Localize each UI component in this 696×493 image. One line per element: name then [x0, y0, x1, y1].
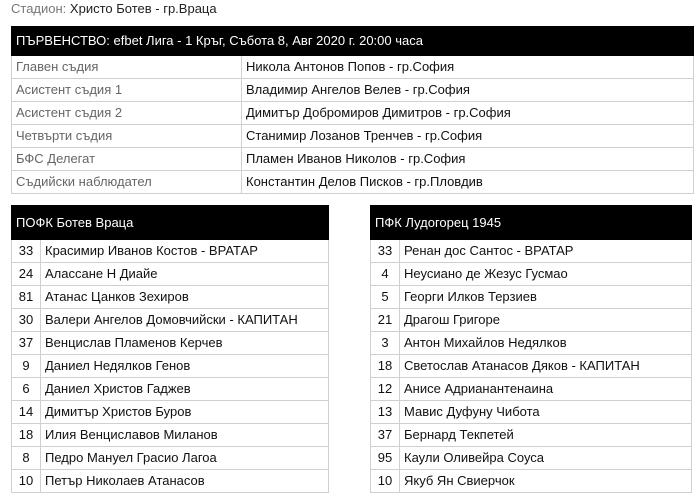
- stadium-label: Стадион:: [11, 1, 67, 16]
- player-number: 18: [12, 424, 41, 447]
- player-number: 24: [12, 263, 41, 286]
- away-team-header: [371, 206, 692, 240]
- player-row: [12, 355, 329, 378]
- player-name: Антон Михайлов Недялков: [400, 332, 692, 355]
- player-name: Бернард Текпетей: [400, 424, 692, 447]
- player-number: 3: [371, 332, 400, 355]
- player-name: Неусиано де Жезус Гусмао: [400, 263, 692, 286]
- championship-cell: [12, 27, 694, 56]
- championship-label: ПЪРВЕНСТВО:: [16, 33, 110, 48]
- home-team-table: [11, 205, 329, 493]
- player-name: Ренан дос Сантос - ВРАТАР: [400, 240, 692, 263]
- player-name: Якуб Ян Свиерчок: [400, 470, 692, 493]
- player-name: Красимир Иванов Костов - ВРАТАР: [41, 240, 329, 263]
- player-name: Димитър Христов Буров: [41, 401, 329, 424]
- player-name: Даниел Недялков Генов: [41, 355, 329, 378]
- player-row: [371, 263, 692, 286]
- player-row: [371, 401, 692, 424]
- player-number: 12: [371, 378, 400, 401]
- championship-header: [12, 27, 694, 56]
- player-row: [371, 332, 692, 355]
- player-name: Петър Николаев Атанасов: [41, 470, 329, 493]
- player-name: Анисе Адрианантенаина: [400, 378, 692, 401]
- player-number: 33: [371, 240, 400, 263]
- player-number: 95: [371, 447, 400, 470]
- official-row: [12, 102, 694, 125]
- away-team-players: [371, 240, 692, 493]
- player-number: 10: [371, 470, 400, 493]
- official-role: Главен съдия: [12, 56, 242, 79]
- official-name: Станимир Лозанов Тренчев - гр.София: [242, 125, 694, 148]
- stadium-line: [11, 0, 217, 20]
- official-row: [12, 171, 694, 194]
- player-number: 33: [12, 240, 41, 263]
- player-row: [12, 378, 329, 401]
- away-team-name: ПФК Лудогорец 1945: [371, 206, 692, 240]
- player-number: 37: [371, 424, 400, 447]
- official-name: Димитър Добромиров Димитров - гр.София: [242, 102, 694, 125]
- player-number: 13: [371, 401, 400, 424]
- player-row: [12, 240, 329, 263]
- player-number: 10: [12, 470, 41, 493]
- official-row: [12, 148, 694, 171]
- player-name: Педро Мануел Грасио Лагоа: [41, 447, 329, 470]
- player-row: [371, 447, 692, 470]
- official-role: Съдийски наблюдател: [12, 171, 242, 194]
- official-row: [12, 79, 694, 102]
- player-row: [12, 332, 329, 355]
- official-name: Владимир Ангелов Велев - гр.София: [242, 79, 694, 102]
- official-role: Четвърти съдия: [12, 125, 242, 148]
- player-name: Даниел Христов Гаджев: [41, 378, 329, 401]
- home-team-header: [12, 206, 329, 240]
- player-row: [371, 378, 692, 401]
- player-row: [12, 263, 329, 286]
- player-name: Атанас Цанков Зехиров: [41, 286, 329, 309]
- player-number: 9: [12, 355, 41, 378]
- player-name: Венцислав Пламенов Керчев: [41, 332, 329, 355]
- player-name: Каули Оливейра Соуса: [400, 447, 692, 470]
- official-role: Асистент съдия 2: [12, 102, 242, 125]
- player-row: [12, 424, 329, 447]
- player-name: Валери Ангелов Домовчийски - КАПИТАН: [41, 309, 329, 332]
- official-role: Асистент съдия 1: [12, 79, 242, 102]
- player-number: 30: [12, 309, 41, 332]
- player-row: [12, 447, 329, 470]
- player-row: [12, 401, 329, 424]
- player-row: [371, 470, 692, 493]
- player-number: 5: [371, 286, 400, 309]
- away-team-table: [370, 205, 692, 493]
- player-number: 8: [12, 447, 41, 470]
- official-role: БФС Делегат: [12, 148, 242, 171]
- player-row: [371, 309, 692, 332]
- player-row: [371, 240, 692, 263]
- player-name: Светослав Атанасов Дяков - КАПИТАН: [400, 355, 692, 378]
- player-number: 14: [12, 401, 41, 424]
- player-row: [371, 424, 692, 447]
- home-team-name: ПОФК Ботев Враца: [12, 206, 329, 240]
- player-number: 4: [371, 263, 400, 286]
- player-name: Драгош Григоре: [400, 309, 692, 332]
- official-row: [12, 125, 694, 148]
- player-row: [371, 355, 692, 378]
- player-row: [12, 286, 329, 309]
- player-name: Георги Илков Терзиев: [400, 286, 692, 309]
- officials-rows: [12, 56, 694, 194]
- championship-value: efbet Лига - 1 Кръг, Събота 8, Авг 2020 г. 20:00 часа: [113, 33, 423, 48]
- player-number: 6: [12, 378, 41, 401]
- player-number: 37: [12, 332, 41, 355]
- player-name: Мавис Дуфуну Чибота: [400, 401, 692, 424]
- official-name: Никола Антонов Попов - гр.София: [242, 56, 694, 79]
- official-name: Константин Делов Писков - гр.Пловдив: [242, 171, 694, 194]
- player-row: [371, 286, 692, 309]
- home-team-players: [12, 240, 329, 493]
- player-number: 21: [371, 309, 400, 332]
- player-row: [12, 470, 329, 493]
- match-officials-table: [11, 26, 694, 194]
- official-row: [12, 56, 694, 79]
- player-row: [12, 309, 329, 332]
- official-name: Пламен Иванов Николов - гр.София: [242, 148, 694, 171]
- stadium-value: Христо Ботев - гр.Враца: [69, 1, 217, 16]
- player-name: Алассане Н Диайе: [41, 263, 329, 286]
- player-number: 81: [12, 286, 41, 309]
- player-name: Илия Венциславов Миланов: [41, 424, 329, 447]
- player-number: 18: [371, 355, 400, 378]
